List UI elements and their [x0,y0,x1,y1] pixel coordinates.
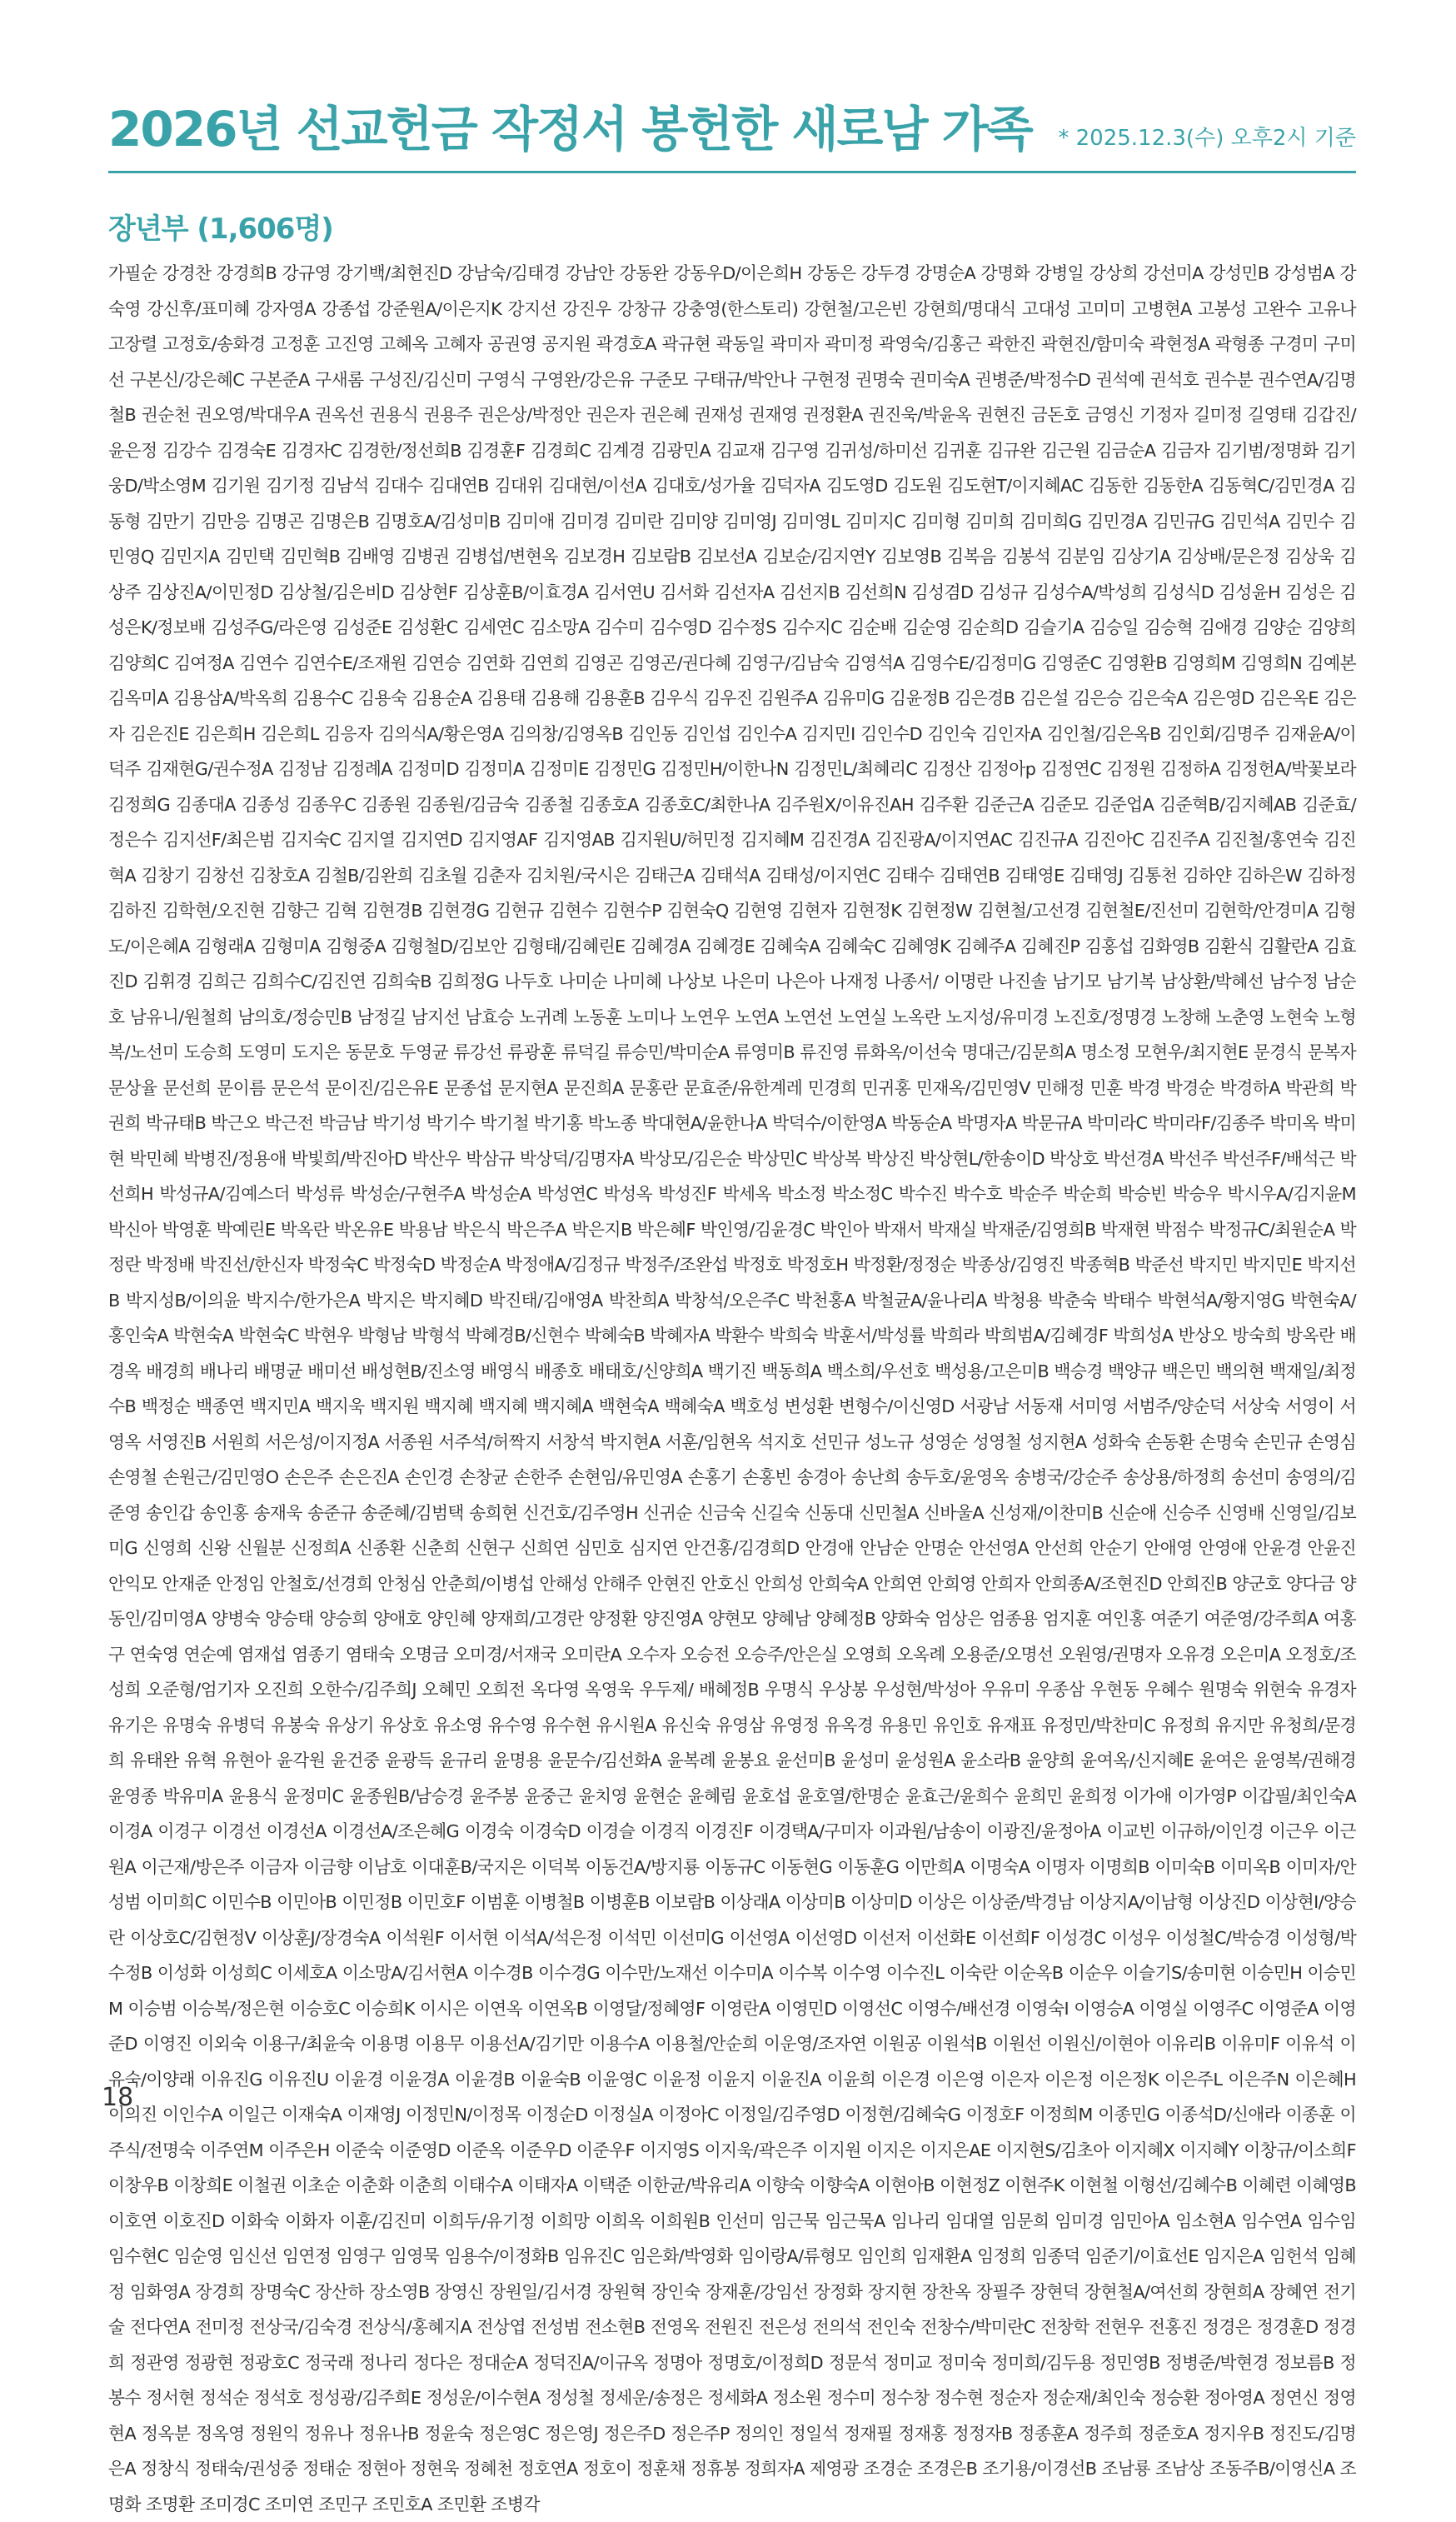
section-heading: 장년부 (1,606명) [108,212,333,246]
page-number: 18 [102,2083,134,2112]
date-note: * 2025.12.3(수) 오후2시 기준 [1058,126,1356,151]
title-divider [108,171,1356,173]
page-title: 2026년 선교헌금 작정서 봉헌한 새로남 가족 [108,101,1032,157]
donor-name-list: 가필순 강경찬 강경희B 강규영 강기백/최현진D 강남숙/김태경 강남안 강동완 강동우D/이은희H 강동은 강두경 강명순A 강명화 강병일 강상희 강선미A 강성민B 강성범A 강숙영 강신후/표미혜 강자영A 강종섭 강준원A/이은지K 강지선 강진우 강창규 강충영(한스토리) 강현철/고은빈 강현희/명대식 고대성 고미미 고병현A 고봉성 고완수 고유나 고장렬 고정호/송화경 고정훈 고진영 고혜옥 고혜자 공권영 공지원 곽경호A 곽규현 곽동일 곽미자 곽미정 곽영숙/김홍근 곽한진 곽현진/함미숙 곽현정A 곽형종 구경미 구미선 구본신/강은혜C 구본준A 구새롬 구성진/김신미 구영식 구영완/강은유 구준모 구태규/박안나 구현정 권명숙 권미숙A 권병준/박정수D 권석예 권석호 권수분 권수연A/김명철B 권순천 권오영/박대우A 권옥선 권용식 권용주 권은상/박정안 권은자 권은혜 권재성 권재영 권정환A 권진욱/박윤옥 권현진 금돈호 금영신 기정자 길미정 길영태 김갑진/윤은정 김강수 김경숙E 김경자C 김경한/정선희B 김경훈F 김경희C 김계경 김광민A 김교재 김구영 김귀성/하미선 김귀훈 김규완 김근원 김금순A 김금자 김기범/정명화 김기웅D/박소영M 김기원 김기정 김남석 김대수 김대연B 김대위 김대현/이선A 김대호/성가율 김덕자A 김도영D 김도원 김도현T/이지혜AC 김동한 김동한A 김동혁C/김민경A 김동형 김만기 김만응 김명곤 김명은B 김명호A/김성미B 김미애 김미경 김미란 김미양 김미영J 김미영L 김미지C 김미형 김미희 김미희G 김민경A 김민규G 김민석A 김민수 김민영Q 김민지A 김민택 김민혁B 김배영 김병권 김병섭/변현옥 김보경H 김보람B 김보선A 김보순/김지연Y 김보영B 김복음 김봉석 김분임 김상기A 김상배/문은정 김상욱 김상주 김상진A/이민정D 김상철/김은비D 김상현F 김상훈B/이효경A 김서연U 김서화 김선자A 김선지B 김선희N 김성겸D 김성규 김성수A/박성희 김성식D 김성윤H 김성은 김성은K/정보배 김성주G/라은영 김성준E 김성환C 김세연C 김소망A 김수미 김수영D 김수정S 김수지C 김순배 김순영 김순희D 김슬기A 김승일 김승혁 김애경 김양순 김양희 김양희C 김여정A 김연수 김연수E/조재원 김연승 김연화 김연희 김영곤 김영곤/권다혜 김영구/김남숙 김영석A 김영수E/김정미G 김영준C 김영환B 김영희M 김영희N 김예본 김옥미A 김용삼A/박옥희 김용수C 김용숙 김용순A 김용태 김용해 김용훈B 김우식 김우진 김원주A 김유미G 김윤정B 김은경B 김은설 김은승 김은숙A 김은영D 김은옥E 김은자 김은진E 김은희H 김은희L 김응자 김의식A/황은영A 김의창/김영옥B 김인동 김인섭 김인수A 김지민I 김인수D 김인숙 김인자A 김인철/김은옥B 김인회/김명주 김재윤A/이덕주 김재현G/권수정A 김정남 김정례A 김정미D 김정미A 김정미E 김정민G 김정민H/이한나N 김정민L/최혜리C 김정산 김정아p 김정연C 김정원 김정하A 김정헌A/박꽃보라 김정희G 김종대A 김종성 김종우C 김종원 김종원/김금숙 김종철 김종호A 김종호C/최한나A 김주원X/이유진AH 김주환 김준근A 김준모 김준업A 김준혁B/김지혜AB 김준효/정은수 김지선F/최은범 김지숙C 김지열 김지연D 김지영AF 김지영AB 김지원U/허민정 김지혜M 김진경A 김진광A/이지연AC 김진규A 김진아C 김진주A 김진철/홍연숙 김진혁A 김창기 김창선 김창호A 김철B/김완희 김초월 김춘자 김치원/국시은 김태근A 김태석A 김태성/이지연C 김태수 김태연B 김태영E 김태영J 김통천 김하얀 김하은W 김하정 김하진 김학현/오진현 김향근 김혁 김현경B 김현경G 김현규 김현수 김현수P 김현숙Q 김현영 김현자 김현정K 김현정W 김현철/고선경 김현철E/진선미 김현학/안경미A 김형도/이은혜A 김형래A 김형미A 김형중A 김형철D/김보안 김형태/김혜린E 김혜경A 김혜경E 김혜숙A 김혜숙C 김혜영K 김혜주A 김혜진P 김홍섭 김화영B 김환식 김활란A 김효진D 김휘경 김희근 김희수C/김진연 김희숙B 김희정G 나두호 나미순 나미혜 나상보 나은미 나은아 나재정 나종서/ 이명란 나진솔 남기모 남기복 남상환/박혜선 남수정 남순호 남유니/원철희 남의호/정승민B 남정길 남지선 남효승 노귀례 노동훈 노미나 노연우 노연A 노연선 노연실 노옥란 노지성/유미경 노진호/정명경 노창해 노춘영 노현숙 노형복/노선미 도승희 도영미 도지은 동문호 두영균 류강선 류광훈 류덕길 류승민/박미순A 류영미B 류진영 류화옥/이선숙 명대근/김문희A 명소정 모현우/최지현E 문경식 문복자 문상율 문선희 문이름 문은석 문이진/김은유E 문종섭 문지현A 문진희A 문홍란 문효준/유한계레 민경희 민귀홍 민재옥/김민영V 민해정 민훈 박경 박경순 박경하A 박관희 박권희 박규태B 박근오 박근전 박금남 박기성 박기수 박기철 박기홍 박노종 박대현A/윤한나A 박덕수/이한영A 박동순A 박명자A 박문규A 박미라C 박미라F/김종주 박미옥 박미현 박민혜 박병진/정용애 박빛희/박진아D 박산우 박삼규 박상덕/김명자A 박상모/김은순 박상민C 박상복 박상진 박상현L/한송이D 박상호 박선경A 박선주 박선주F/배석근 박선희H 박성규A/김예스더 박성류 박성순/구현주A 박성순A 박성연C 박성옥 박성진F 박세옥 박소정 박소정C 박수진 박수호 박순주 박순희 박승빈 박승우 박시우A/김지윤M 박신아 박영훈 박예린E 박옥란 박온유E 박용남 박은식 박은주A 박은지B 박은혜F 박인영/김윤경C 박인아 박재서 박재실 박재준/김영희B 박재현 박점수 박정규C/최원순A 박정란 박정배 박진선/한신자 박정숙C 박정숙D 박정순A 박정애A/김정규 박정주/조완섭 박정호 박정호H 박정환/정정순 박종상/김영진 박종혁B 박준선 박지민 박지민E 박지선B 박지성B/이의윤 박지수/한가은A 박지은 박지혜D 박진태/김애영A 박찬희A 박창석/오은주C 박천홍A 박철균A/윤나리A 박청용 박춘숙 박태수 박현석A/황지영G 박현숙A/홍인숙A 박현숙A 박현숙C 박현우 박형남 박형석 박혜경B/신현수 박혜숙B 박혜자A 박환수 박희숙 박훈서/박성률 박희라 박희범A/김혜경F 박희성A 반상오 방숙희 방옥란 배경옥 배경희 배나리 배명균 배미선 배성현B/진소영 배영식 배종호 배태호/신양희A 백기진 백동희A 백소희/우선호 백성용/고은미B 백승경 백양규 백은민 백의현 백재일/최정수B 백정순 백종연 백지민A 백지욱 백지원 백지혜 백지혜 백지혜A 백현숙A 백혜숙A 백호성 변성환 변형수/이신영D 서광남 서동재 서미영 서범주/양순덕 서상숙 서영이 서영옥 서영진B 서원희 서은성/이지정A 서종원 서주석/허짝지 서창석 박지현A 서훈/임현옥 석지호 선민규 성노규 성영순 성영철 성지현A 성화숙 손동환 손명숙 손민규 손영심 손영철 손원근/김민영O 손은주 손은진A 손인경 손창균 손한주 손현임/유민영A 손홍기 손홍빈 송경아 송난희 송두호/윤영옥 송병국/강순주 송상용/하정희 송선미 송영의/김준영 송인갑 송인홍 송재욱 송준규 송준혜/김범택 송희현 신건호/김주영H 신귀순 신금숙 신길숙 신동대 신민철A 신바울A 신성재/이찬미B 신순애 신승주 신영배 신영일/김보미G 신영희 신왕 신월분 신정희A 신종환 신춘희 신현구 신희연 심민호 심지연 안건홍/김경희D 안경애 안남순 안명순 안선영A 안선희 안순기 안애영 안영애 안윤경 안윤진 안익모 안재준 안정임 안철호/선경희 안청심 안춘희/이병섭 안해성 안해주 안현진 안호신 안희성 안희숙A 안희연 안희영 안희자 안희종A/조현진D 안희진B 양군호 양다금 양동인/김미영A 양병숙 양승태 양승희 양애호 양인혜 양재희/고경란 양정환 양진영A 양현모 양혜남 양혜정B 양화숙 엄상은 엄종용 엄지훈 여인홍 여준기 여준영/강주희A 여홍구 연숙영 연순예 염재섭 염종기 염태숙 오명금 오미경/서재국 오미란A 오수자 오승전 오승주/안은실 오영희 오옥례 오용준/오명선 오원영/권명자 오유경 오은미A 오정호/조성희 오준형/엄기자 오진희 오한수/김주희J 오혜민 오희전 옥다영 옥영욱 우두제/ 배혜정B 우명식 우상봉 우성현/박성아 우유미 우종삼 우현동 우혜수 원명숙 위현숙 유경자 유기은 유명숙 유병덕 유봉숙 유상기 유상호 유소영 유수영 유수현 유시원A 유신숙 유영삼 유영정 유옥경 유용민 유인호 유재표 유정민/박찬미C 유정희 유지만 유청희/문경희 유태완 유혁 유현아 윤각원 윤건중 윤광득 윤규리 윤명용 윤문수/김선화A 윤복례 윤봉요 윤선미B 윤성미 윤성원A 윤소라B 윤양희 윤여옥/신지혜E 윤여은 윤영복/권해경 윤영종 박유미A 윤용식 윤정미C 윤종원B/남승경 윤주봉 윤중근 윤치영 윤현순 윤혜림 윤호섭 윤호열/한명순 윤효근/윤희수 윤희민 윤희정 이가애 이가영P 이갑필/최인숙A 이경A 이경구 이경선 이경선A 이경선A/조은혜G 이경숙 이경숙D 이경슬 이경직 이경진F 이경택A/구미자 이과원/남송이 이광진/윤정아A 이교빈 이규하/이인경 이근우 이근원A 이근재/방은주 이금자 이금향 이남호 이대훈B/국지은 이덕복 이동건A/방지룡 이동규C 이동현G 이동훈G 이만희A 이명숙A 이명자 이명희B 이미숙B 이미옥B 이미자/안성범 이미희C 이민수B 이민아B 이민정B 이민호F 이범훈 이병철B 이병훈B 이보람B 이상래A 이상미B 이상미D 이상은 이상준/박경남 이상지A/이남형 이상진D 이상현I/양승란 이상호C/김현정V 이상훈J/장경숙A 이석원F 이서현 이석A/석은정 이석민 이선미G 이선영A 이선영D 이선저 이선화E 이선희F 이성경C 이성우 이성철C/박승경 이성형/박수정B 이성화 이성희C 이세호A 이소망A/김서현A 이수경B 이수경G 이수만/노재선 이수미A 이수복 이수영 이수진L 이숙란 이순옥B 이순우 이슬기S/송미현 이승민H 이승민M 이승범 이승복/정은현 이승호C 이승희K 이시은 이연옥 이연옥B 이영달/정혜영F 이영란A 이영민D 이영선C 이영수/배선경 이영숙I 이영승A 이영실 이영주C 이영준A 이영준D 이영진 이외숙 이용구/최윤숙 이용명 이용무 이용선A/김기만 이용수A 이용철/안순희 이운영/조자연 이원공 이원석B 이원선 이원신/이현아 이유리B 이유미F 이유석 이유숙/이양래 이유진G 이유진U 이윤경 이윤경A 이윤경B 이윤숙B 이윤영C 이윤정 이윤지 이윤진A 이윤희 이은경 이은영 이은자 이은정 이은정K 이은주L 이은주N 이은혜H 이의진 이인수A 이일근 이재숙A 이재영J 이정민N/이정목 이정순D 이정실A 이정아C 이정일/김주영D 이정현/김혜숙G 이정호F 이정희M 이종민G 이종석D/신애라 이종훈 이주식/전명숙 이주연M 이주은H 이준숙 이준영D 이준옥 이준우D 이준우F 이지영S 이지욱/곽은주 이지원 이지은 이지은AE 이지현S/김초아 이지혜X 이지혜Y 이창규/이소희F 이창우B 이창희E 이철권 이초순 이춘화 이춘희 이태수A 이태자A 이택준 이한균/박유리A 이향숙 이향숙A 이현아B 이현정Z 이현주K 이현철 이형선/김혜수B 이혜련 이혜영B 이호연 이호진D 이화숙 이화자 이훈/김진미 이희두/유기정 이희망 이희옥 이희원B 인선미 임근묵 임근묵A 임나리 임대열 임문희 임미경 임민아A 임소현A 임수연A 임수임 임수현C 임순영 임신선 임연정 임영구 임영묵 임용수/이정화B 임유진C 임은화/박영화 임이랑A/류형모 임인희 임재환A 임정희 임종덕 임준기/이효선E 임지은A 임헌석 임혜정 임화영A 장경희 장명숙C 장산하 장소영B 장영신 장원일/김서경 장원혁 장인숙 장재훈/강임선 장정화 장지현 장찬옥 장필주 장현덕 장현철A/여선희 장현희A 장혜연 전기술 전다연A 전미정 전상국/김숙경 전상식/홍혜지A 전상엽 전성범 전소현B 전영옥 전원진 전은성 전의석 전인숙 전창수/박미란C 전창학 전현우 전홍진 정경은 정경훈D 정경희 정관영 정광현 정광호C 정국래 정나리 정다은 정대순A 정덕진A/이규옥 정명아 정명호/이정희D 정문석 정미교 정미숙 정미희/김두용 정민영B 정병준/박현경 정보름B 정봉수 정서현 정석순 정석호 정성광/김주희E 정성운/이수현A 정성철 정세운/송정은 정세화A 정소원 정수미 정수창 정수현 정순자 정순재/최인숙 정승환 정아영A 정연신 정영현A 정옥분 정옥영 정원익 정유나 정유나B 정윤숙 정은영C 정은영J 정은주D 정은주P 정의인 정일석 정재필 정재홍 정정자B 정종훈A 정주희 정준호A 정지우B 정진도/김명은A 정창식 정태숙/권성중 정태순 정현아 정현욱 정혜천 정호연A 정호이 정훈채 정휴봉 정희자A 제영광 조경순 조경은B 조기용/이경선B 조남룡 조남상 조동주B/이영신A 조명화 조명환 조미경C 조미연 조민구 조민호A 조민환 조병각 [108,263,1356,2515]
